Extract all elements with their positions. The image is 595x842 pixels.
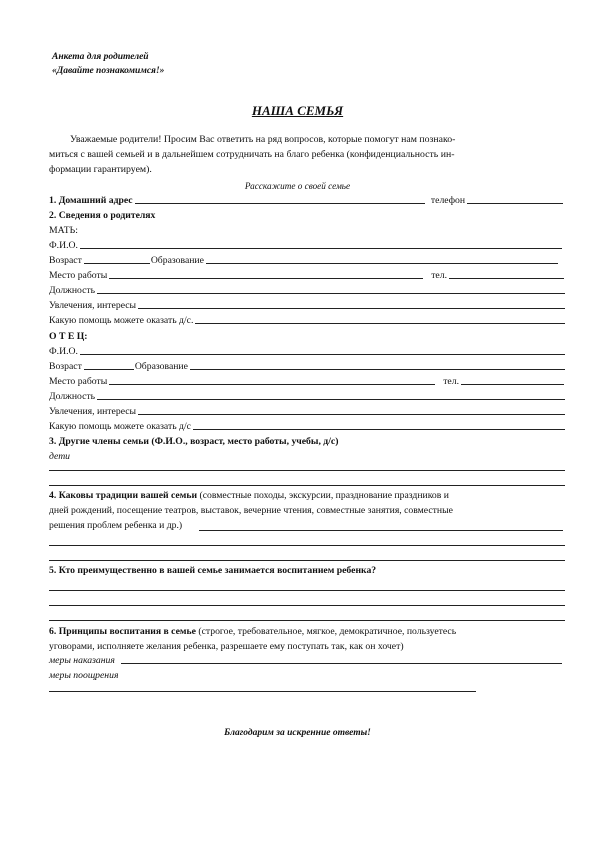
father-age-label: Возраст (49, 361, 82, 373)
principles-text-2: уговорами, исполняете желания ребенка, разрешаете ему поступать так, как он хочет) (49, 641, 404, 652)
traditions-text-3: решения проблем ребенка и др.) (49, 520, 183, 531)
mother-heading: МАТЬ: (49, 225, 78, 237)
punishment-label: меры наказания (49, 655, 115, 667)
father-hobbies-field[interactable] (138, 414, 565, 415)
mother-heading-row (49, 223, 564, 236)
punishment-row (49, 653, 562, 666)
upbringing-line-3[interactable] (49, 620, 565, 621)
father-tel-field[interactable] (461, 384, 564, 385)
father-work-label: Место работы (49, 376, 108, 388)
intro-line-2: миться с вашей семьей и в дальнейшем сотрудничать на благо ребенка (конфиденциальность ин- (49, 149, 455, 160)
father-age-row (49, 359, 565, 372)
father-heading: О Т Е Ц: (49, 331, 88, 343)
mother-work-field[interactable] (109, 278, 423, 279)
mother-help-row (49, 313, 565, 326)
encouragement-label: меры поощрения (49, 670, 119, 682)
family-members-line-1[interactable] (49, 470, 565, 471)
mother-age-label: Возраст (49, 255, 82, 267)
mother-work-row (49, 268, 565, 281)
father-position-field[interactable] (97, 399, 565, 400)
family-members-line-2[interactable] (49, 485, 565, 486)
upbringing-line-2[interactable] (49, 605, 565, 606)
intro-line-1: Уважаемые родители! Просим Вас ответить на ряд вопросов, которые помогут нам познако- (70, 134, 456, 145)
address-row (49, 193, 564, 206)
father-position-label: Должность (49, 391, 96, 403)
form-type-label: Анкета для родителей (52, 52, 149, 62)
mother-tel-label: тел. (431, 270, 447, 282)
mother-help-label: Какую помощь можете оказать д/с. (49, 315, 194, 327)
father-education-label: Образование (134, 361, 188, 373)
mother-age-field[interactable] (84, 263, 150, 264)
upbringing-label: 5. Кто преимущественно в вашей семье занимается воспитанием ребенка? (49, 565, 377, 577)
mother-education-label: Образование (150, 255, 204, 267)
father-hobbies-row (49, 404, 565, 417)
father-education-field[interactable] (190, 369, 565, 370)
children-row (49, 449, 564, 462)
mother-age-row (49, 253, 558, 266)
traditions-question (49, 488, 546, 533)
mother-position-label: Должность (49, 285, 96, 297)
encouragement-row (49, 668, 564, 681)
parents-heading: 2. Сведения о родителях (49, 210, 156, 222)
traditions-line-1[interactable] (199, 530, 563, 531)
father-fio-label: Ф.И.О. (49, 346, 78, 358)
father-fio-field[interactable] (80, 354, 565, 355)
encouragement-line[interactable] (49, 691, 476, 692)
section-subtitle: Расскажите о своей семье (244, 181, 351, 191)
principles-text-1: (строгое, требовательное, мягкое, демократичное, пользуетесь (195, 626, 457, 637)
father-heading-row (49, 329, 564, 342)
mother-hobbies-row (49, 298, 565, 311)
traditions-text-2: дней рождений, посещение театров, выставок, вечерние чтения, совместные занятия, совместные (49, 505, 453, 516)
phone-field[interactable] (467, 203, 563, 204)
mother-hobbies-label: Увлечения, интересы (49, 300, 137, 312)
address-field[interactable] (135, 203, 425, 204)
punishment-field[interactable] (121, 663, 562, 664)
mother-hobbies-field[interactable] (138, 308, 565, 309)
principles-label: 6. Принципы воспитания в семье (49, 626, 196, 637)
father-help-row (49, 419, 565, 432)
children-label: дети (49, 451, 71, 463)
traditions-line-3[interactable] (49, 560, 565, 561)
form-slogan: «Давайте познакомимся!» (52, 66, 165, 76)
family-members-row (49, 434, 564, 447)
traditions-line-2[interactable] (49, 545, 565, 546)
family-members-label: 3. Другие члены семьи (Ф.И.О., возраст, место работы, учебы, д/с) (49, 436, 339, 448)
father-hobbies-label: Увлечения, интересы (49, 406, 137, 418)
mother-fio-field[interactable] (80, 248, 562, 249)
father-position-row (49, 389, 565, 402)
upbringing-row (49, 563, 564, 576)
father-age-field[interactable] (84, 369, 134, 370)
father-work-row (49, 374, 565, 387)
father-fio-row (49, 344, 565, 357)
father-help-label: Какую помощь можете оказать д/с (49, 421, 191, 433)
mother-work-label: Место работы (49, 270, 108, 282)
mother-position-field[interactable] (97, 293, 565, 294)
upbringing-line-1[interactable] (49, 590, 565, 591)
parents-heading-row (49, 208, 564, 221)
mother-fio-label: Ф.И.О. (49, 240, 78, 252)
mother-education-field[interactable] (206, 263, 558, 264)
mother-help-field[interactable] (195, 323, 565, 324)
thanks-message: Благодарим за искренние ответы! (224, 728, 371, 738)
intro-line-3: формации гарантируем). (49, 164, 152, 175)
phone-label: телефон (430, 195, 465, 207)
address-label: 1. Домашний адрес (49, 195, 133, 207)
principles-question (49, 624, 546, 654)
traditions-label: 4. Каковы традиции вашей семьи (49, 490, 198, 501)
page-title: НАША СЕМЬЯ (251, 103, 344, 118)
father-help-field[interactable] (193, 429, 565, 430)
father-tel-label: тел. (443, 376, 459, 388)
traditions-text-1: (совместные походы, экскурсии, празднование праздников и (197, 490, 449, 501)
mother-tel-field[interactable] (449, 278, 564, 279)
mother-position-row (49, 283, 565, 296)
father-work-field[interactable] (109, 384, 435, 385)
mother-fio-row (49, 238, 562, 251)
